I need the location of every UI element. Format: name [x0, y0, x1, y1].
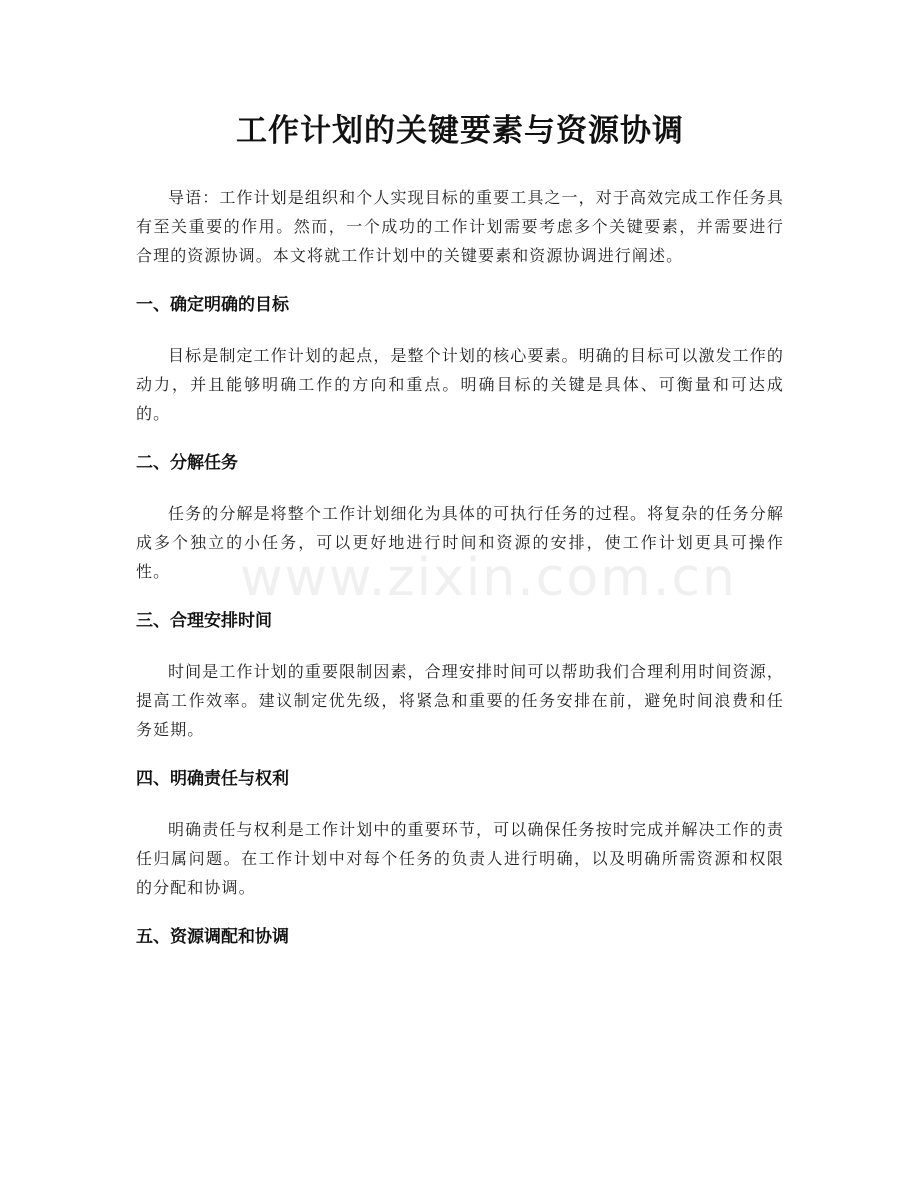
- section-heading: 四、明确责任与权利: [136, 769, 289, 789]
- intro-paragraph: 导语：工作计划是组织和个人实现目标的重要工具之一，对于高效完成工作任务具有至关重要的作用。然而，一个成功的工作计划需要考虑多个关键要素，并需要进行合理的资源协调。本文将就工作计划中的关键要素和资源协调进行阐述。: [136, 188, 784, 265]
- section-heading: 五、资源调配和协调: [136, 927, 289, 947]
- document-body: [136, 183, 784, 952]
- document-title: 工作计划的关键要素与资源协调: [236, 113, 684, 149]
- section-heading: 三、合理安排时间: [136, 611, 272, 631]
- section-1: [136, 291, 784, 449]
- section-heading: 二、分解任务: [136, 453, 238, 473]
- section-2: [136, 449, 784, 607]
- section-paragraph: 目标是制定工作计划的起点，是整个计划的核心要素。明确的目标可以激发工作的动力，并且能够明确工作的方向和重点。明确目标的关键是具体、可衡量和可达成的。: [136, 346, 784, 423]
- section-4: [136, 765, 784, 923]
- section-3: [136, 607, 784, 765]
- section-5: [136, 923, 784, 952]
- section-paragraph: 时间是工作计划的重要限制因素，合理安排时间可以帮助我们合理利用时间资源，提高工作效率。建议制定优先级，将紧急和重要的任务安排在前，避免时间浪费和任务延期。: [136, 662, 784, 739]
- section-heading: 一、确定明确的目标: [136, 295, 289, 315]
- section-paragraph: 明确责任与权利是工作计划中的重要环节，可以确保任务按时完成并解决工作的责任归属问题。在工作计划中对每个任务的负责人进行明确，以及明确所需资源和权限的分配和协调。: [136, 820, 784, 897]
- section-paragraph: 任务的分解是将整个工作计划细化为具体的可执行任务的过程。将复杂的任务分解成多个独立的小任务，可以更好地进行时间和资源的安排，使工作计划更具可操作性。: [136, 504, 784, 581]
- watermark: www.zixin.com.cn: [240, 548, 737, 608]
